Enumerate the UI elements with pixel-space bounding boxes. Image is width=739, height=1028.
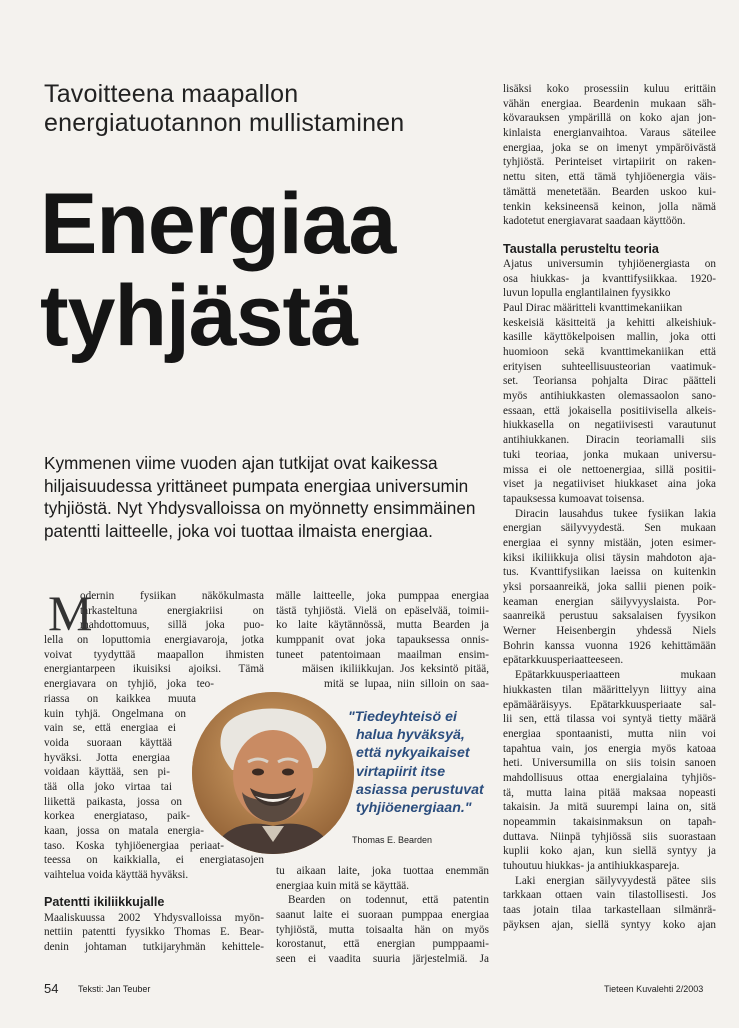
body-line: tarkkaan ottaen vain tilastollisesti. Jos [503,889,716,902]
body-line: tyhjiöstä. Perinteiset virtapiirit on raken- [503,156,716,169]
article-lede [44,452,484,542]
body-line: kiksi ikiliikkuja olisi täysin mahdoton aja- [503,551,716,564]
body-line: riassa on kaikkea muuta [44,692,196,705]
column-3 [503,82,716,933]
body-line: nettiin patentti fyysikko Thomas E. Bear- [44,926,264,939]
body-line: nettu siten, että tämä tyhjiöenergia väis- [503,171,716,184]
body-line: odernin fysiikan näkökulmasta [80,590,264,602]
portrait-photo [192,692,354,854]
body-line: huomioon sekä kvanttimekaniikan että [503,346,716,358]
body-line: tapahtua vain, jos energia myös katoaa [503,742,716,755]
body-line: hiukkasella on negatiivisesti varautunut [503,419,716,432]
body-line: kadotetut energiavarat saadaan käyttöön. [503,215,686,228]
quote-author: Thomas E. Bearden [352,835,433,845]
body-line: antihiukkanen. Diracin teoriamalli siis [503,434,716,447]
quote-line: tyhjiöenergiaan." [356,800,472,817]
body-line: epätarkkuusperiaatteeseen. [503,654,624,667]
body-line: kaan, jossa on matala energia- [44,825,204,837]
body-line: tuki teoriaa, jonka mukaan universu- [503,448,716,461]
body-line: energian säilyvyydestä. Sen mukaan [503,522,716,535]
body-line: missa ei ole nettoenergiaa, sillä positii- [503,463,716,476]
lede-line: hiljaisuudessa yrittäneet pumpata energiaa universumin [44,475,469,496]
body-line: tu aikaan laite, joka tuottaa enemmän [276,865,489,877]
body-line: kasille käyttökelpoisen mallin, joka otti [503,331,716,344]
body-line: viset ja negatiiviset hiukkaset aina joka [503,478,716,491]
body-line: Epätarkkuusperiaatteen mukaan [515,669,716,682]
body-line: set. Teoriansa pohjalta Dirac päätteli [503,375,716,388]
lede-line: tyhjiöstä. Nyt Yhdysvalloissa on myönnetty ensimmäinen [44,498,476,518]
body-line: yksi porsaanreikä, joka sallii pienen poik- [503,581,716,593]
body-line: tenkin keksineensä keinon, jolla nämä [503,200,716,213]
body-line: mahdollisuus ottaa energialaina tyhjiös- [503,771,716,784]
body-line: kuplii koko ajan, kun siellä syntyy ja [503,845,716,858]
quote-line: halua hyväksyä, [356,727,465,744]
body-line: mälle laitteelle, joka pumppaa energiaa [276,590,489,602]
quote-line: asiassa perustuvat [356,781,484,798]
body-line: essaan, että jokaisella positiivisella alkeis- [503,404,716,417]
body-line: kövarauksen ympärillä on koko ajan jon- [503,112,716,125]
kicker-line: energiatuotannon mullistaminen [44,109,405,137]
body-line: voivat tyydyttää maapallon ihmisten [44,648,264,661]
body-line: Paul Dirac määritteli kvanttimekaniikan [503,301,683,314]
kicker-line: Tavoitteena maapallon [44,80,299,108]
body-line: tarkasteltuna energiakriisi on [80,604,264,617]
body-line: kumppanit ovat joka tapauksessa onnis- [276,634,489,647]
body-line: mäisen ikiliikkujan. Jos keksintö pitää, [302,663,489,676]
body-line: vähän energiaa. Beardenin mukaan säh- [503,97,716,110]
body-line: energiaa, joka se on imenyt ympäröivästä [503,141,716,154]
body-line: Maaliskuussa 2002 Yhdysvalloissa myön- [44,911,264,924]
body-line: vaihtelua voida käyttää hyväksi. [44,869,189,882]
body-line: saanreikä perustuu saksalaisen fyysikon [503,610,716,623]
body-line: tä, mutta laina pitää maksaa nopeasti [503,786,716,799]
body-line: epämääräisyys. Epätarkkuusperiaate sal- [503,698,716,711]
body-line: keaman energian säilyvyyslaista. Por- [503,595,716,608]
article-headline [40,178,500,362]
column-2-top [276,589,489,692]
body-line: hyväksi. Jotta energiaa [44,751,170,764]
body-line: kuin tyhjä. Ongelmana on [44,707,186,720]
body-line: keskeisiä käsitteitä ja kehitti alkeishiuk- [503,316,716,329]
lede-line: Kymmenen viime vuoden ajan tutkijat ovat kaikessa [44,453,438,473]
section-subhead: Taustalla perusteltu teoria [503,241,659,256]
body-line: tus. Kvanttifysiikan laeissa on kuitenkin [503,566,716,579]
magazine-issue: Tieteen Kuvalehti 2/2003 [604,984,704,994]
quote-line: "Tiedeyhteisö ei [348,709,457,725]
body-line: korkea energiataso, paik- [44,810,190,823]
body-line: saanut laite ei suoraan pumppaa energiaa [276,909,489,922]
body-line: lisäksi koko prosessiin kuluu erittäin [503,83,716,95]
body-line: tuhoutuu hiukkas- ja antihiukkaspareja. [503,860,680,873]
portrait-illustration [192,692,354,854]
body-line: myös antihiukkasten olemassaolon sano- [503,390,716,403]
body-line: tuneet patentoimaan maailman ensim- [276,648,489,661]
body-line: heti. Universumilla on siis toisin sanoen [503,757,716,770]
body-line: Bearden on todennut, että patentin [288,894,489,907]
body-line: Ajatus universumin tyhjiöenergiasta on [503,257,716,270]
body-line: energiaa ei synny mistään, joten esimer- [503,536,716,549]
body-line: voidaan käyttää, sen pi- [44,766,170,779]
body-line: korostanut, että energian pumppaami- [276,938,489,951]
body-line: mitä se lupaa, niin silloin on saa- [324,678,489,691]
body-line: duttava. Niinpä tyhjiössä siis suorastaan [503,830,716,843]
body-line: energiaa kuin mitä se käyttää. [276,879,410,892]
body-line: ko laite käytännössä, mutta Bearden ja [276,619,489,632]
body-line: osa hiukkas- ja kvanttifysiikkaa. 1920- [503,272,716,285]
body-line: energiaa spontaanisti, mutta niin voi [503,727,716,740]
body-line: tää olla joko virtaa tai [44,780,172,793]
body-line: mahdottomuus, sillä joka puo- [80,619,264,632]
body-line: tästä tyhjiöstä. Vielä on epäselvää, toimii- [276,604,489,617]
body-line: hiukkasten tilan määrittelyyn liittyy aina [503,683,716,696]
body-line: luvun lopulla englantilainen fyysikko [503,287,671,300]
body-line: lella on loputtomia energiavaroja, jotka [44,634,264,647]
body-line: Laki energian säilyvyydestä pätee siis [515,874,716,887]
page-number: 54 [44,981,59,996]
body-line: takaisin. Ja mitä suurempi laina on, sitä [503,801,716,814]
body-line: tämättä menetetään. Bearden uskoo kui- [503,185,716,198]
drop-cap: M [48,585,93,641]
body-line: energiantarpeen ikuisiksi ajoiksi. Tämä [44,663,264,676]
body-line: tapauksessa kumoavat toisensa. [503,492,645,505]
body-line: erityisen suhteellisuusteorian vaatimuk- [503,360,716,373]
body-line: teessa on kaikkialla, ei energiatasojen [44,854,264,867]
body-line: liikettä paikasta, jossa on [44,795,182,808]
body-line: Diracin lausahdus tukee fysiikan lakia [515,507,716,520]
body-line: energiavara on tyhjiö, joka teo- [44,678,214,691]
article-kicker [44,80,484,138]
author-credit: Teksti: Jan Teuber [78,984,151,994]
body-line: vain se, että energiaa ei [44,722,176,735]
body-line: Werner Heisenbergin yhdessä Niels [503,625,716,638]
body-line: seen ei vaadita suuria järjestelmiä. Ja [276,953,489,966]
headline-line: Energiaa [40,176,396,272]
body-line: taas jotain tilaa tarkastellaan silmänrä- [503,904,716,917]
body-line: lii sen, että tilassa voi syntyä tietty määrä [503,713,716,726]
section-subhead: Patentti ikiliikkujalle [44,894,165,909]
body-line: tyhjiöstä, mutta toisaalta hän on myös [276,923,489,936]
body-line: kinlaista energianvaihtoa. Varaus säteilee [503,127,716,140]
body-line: nopeammin takaisinmaksun on tapah- [503,816,716,828]
quote-line: virtapiirit itse [356,763,446,780]
body-line: taso. Koska tyhjiöenergiaa periaat- [44,839,224,852]
body-line: Bohrin kanssa vuonna 1926 kehittämään [503,639,716,652]
body-line: voida suoraan käyttää [44,736,172,749]
headline-line: tyhjästä [40,268,358,364]
body-line: denin johtaman tutkijaryhmän kehittele- [44,941,264,954]
body-line: päyksen ajan, siellä syntyy koko ajan [503,918,716,931]
quote-line: että nykyaikaiset [356,745,470,762]
column-2-bottom [276,864,489,967]
pull-quote [348,708,498,817]
lede-line: patentti laitteelle, joka voi tuottaa ilmaista energiaa. [44,520,433,541]
